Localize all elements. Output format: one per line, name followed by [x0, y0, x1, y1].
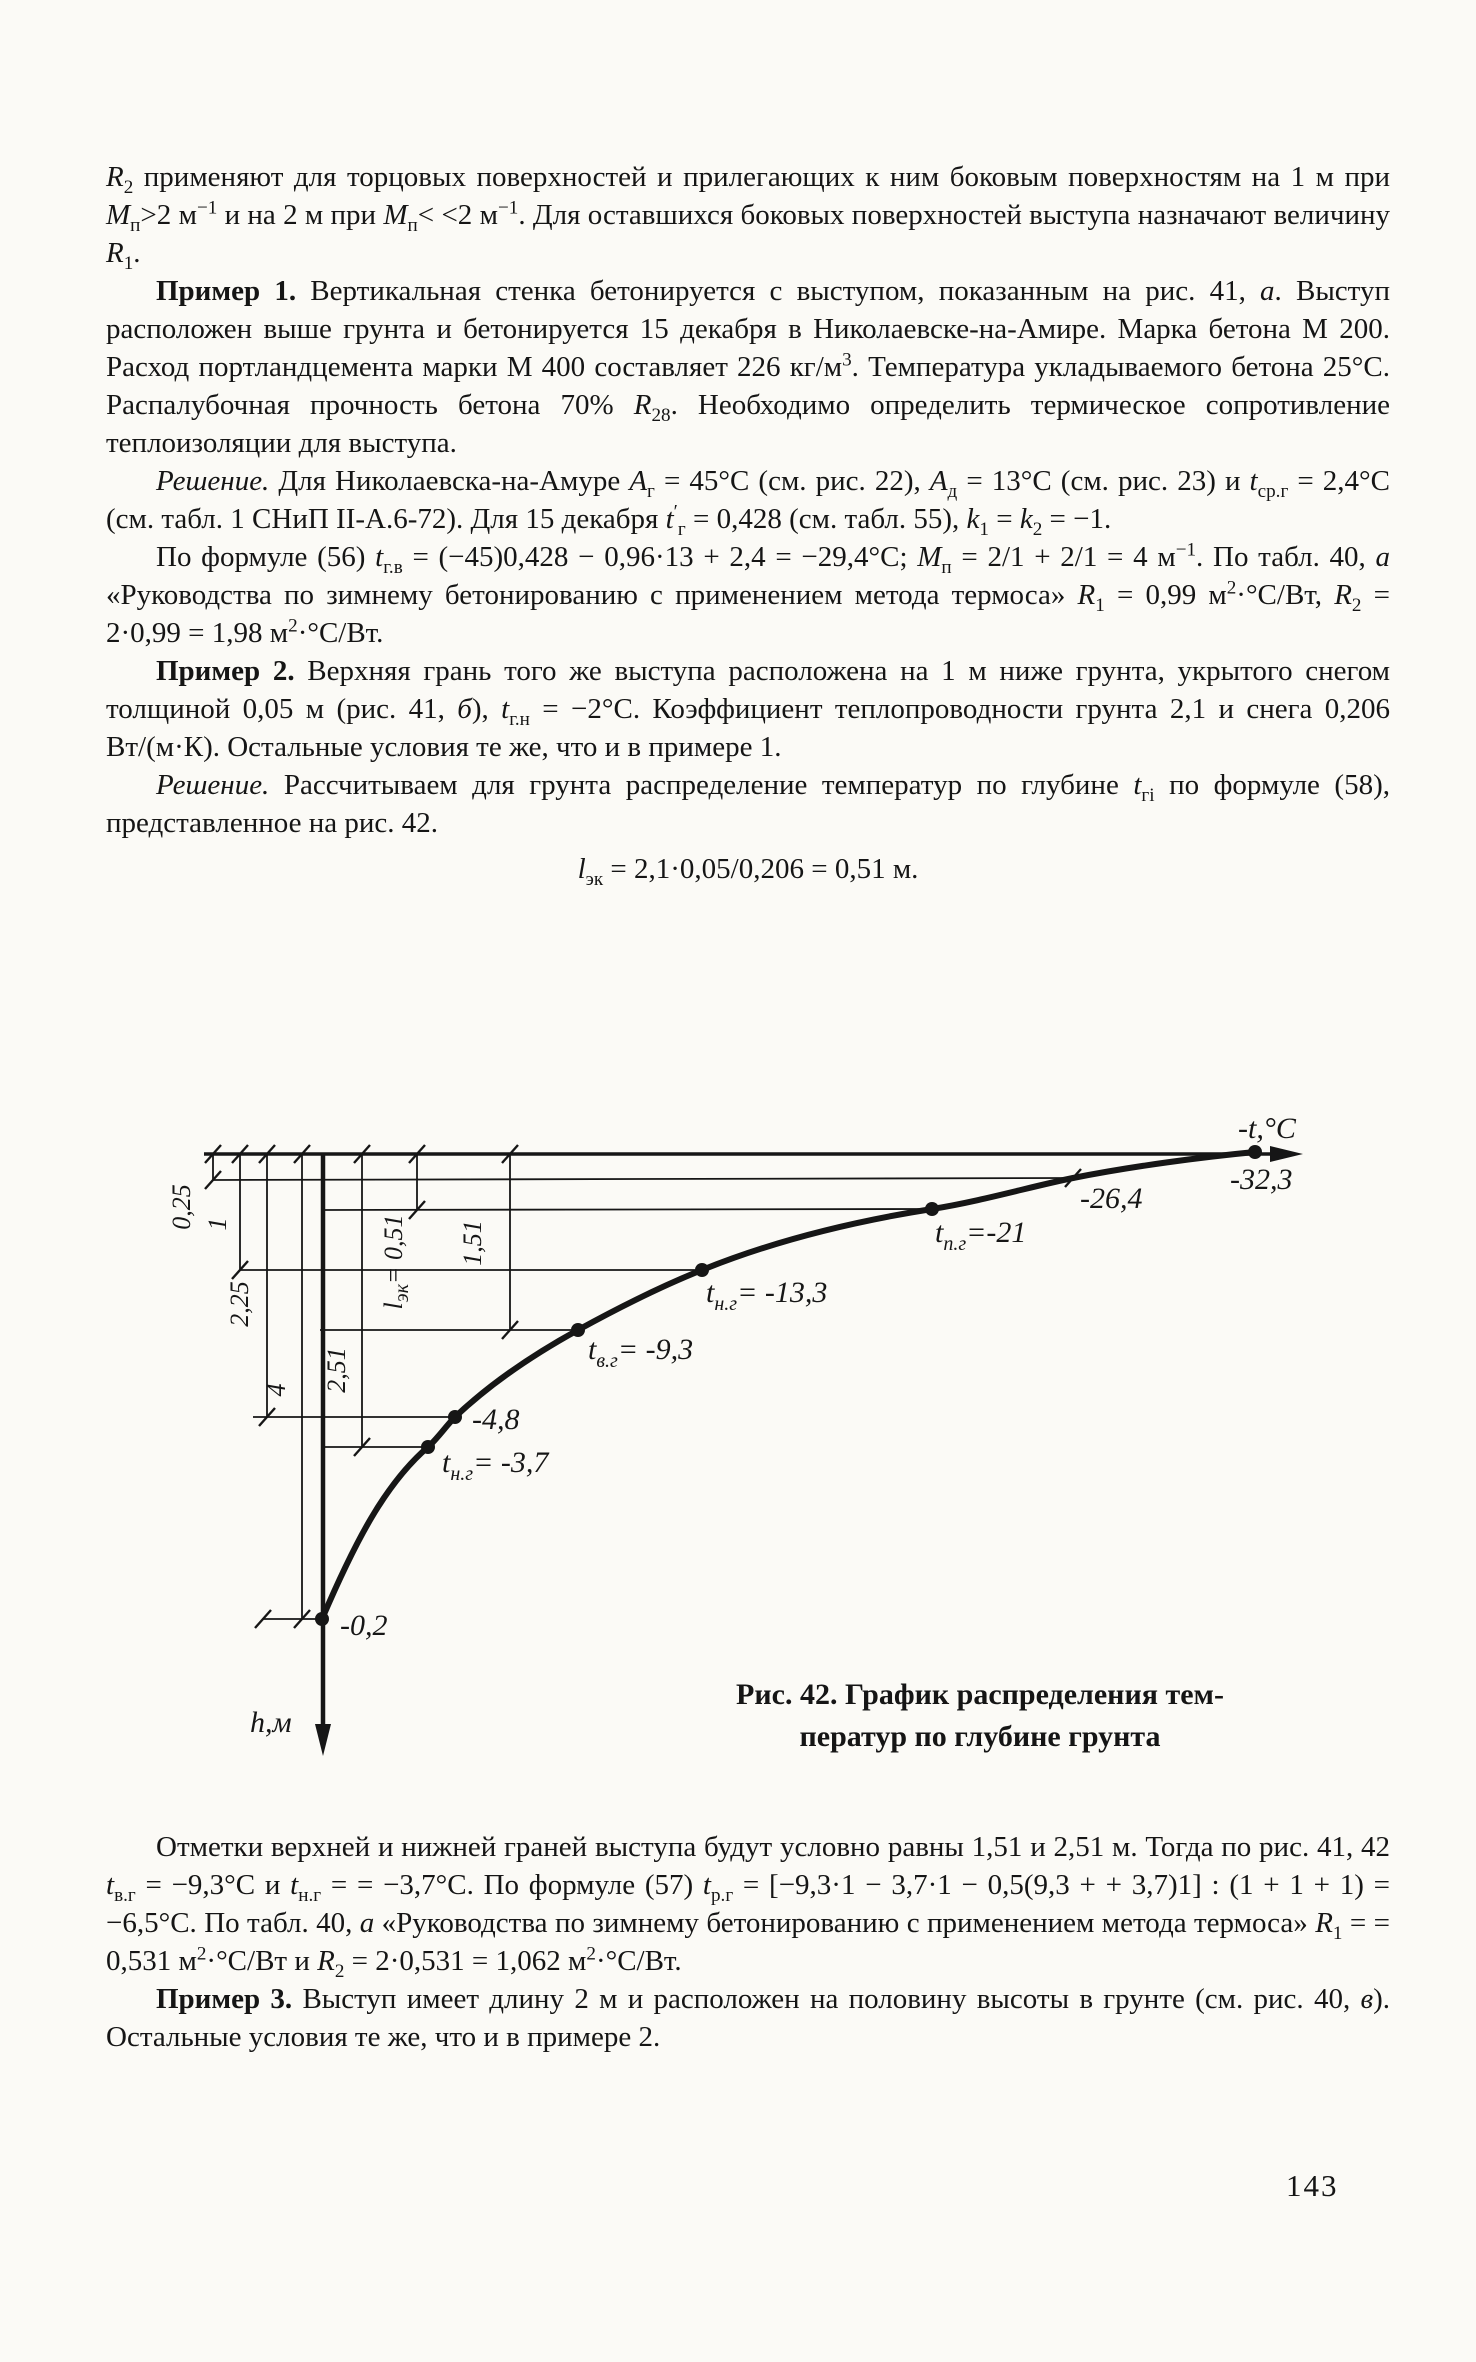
solution-2-lead: Решение. — [156, 769, 270, 801]
dim-label-0-25: 0,25 — [167, 1184, 196, 1230]
data-point — [925, 1202, 939, 1216]
paragraph-marks: Отметки верхней и нижней граней выступа будут условно равны 1,51 и 2,51 м. Тогда по рис. 41, 42 $t_{в.г} = -9,3^\circ С$ и $t_{н.г}$ = = −3,7°С. По формуле (57) $t_{р.г} = [-9,3\cdot 1 - 3,7\cdot 1 - 0,5(9,3$ + + 3,7)1] : (1 + 1 + 1) = −6,5°С. По табл. 40, а «Руководства по зимнему бетонированию с применением метода термоса» $R_1$ = = 0,531 $м^2\cdot^\circ С/Вт$ и $R_2 = 2\cdot 0,531 = 1,062$ $м^2\cdot^\circ С/Вт$. — [106, 1831, 1390, 1982]
data-point — [1248, 1145, 1262, 1159]
dim-label-2-51: 2,51 — [322, 1347, 351, 1393]
figure-caption-line1: Рис. 42. График распределения тем- — [736, 1678, 1224, 1711]
example-1-lead: Пример 1. — [156, 275, 297, 307]
paragraph-solution-2: Решение. Рассчитываем для грунта распределение температур по глубине $t_{гi}$ по формуле (58), представленное на рис. 42. — [106, 769, 1390, 839]
dim-label-2-25: 2,25 — [225, 1281, 254, 1327]
data-point — [571, 1323, 585, 1337]
page-number: 143 — [1286, 2168, 1339, 2203]
point-label-4-8: -4,8 — [472, 1403, 520, 1436]
figure-caption-line2: ператур по глубине грунта — [799, 1720, 1161, 1753]
paragraph-example-1: Пример 1. Вертикальная стенка бетонируется с выступом, показанным на рис. 41, а. Выступ расположен выше грунта и бетонируется 15 декабря в Николаевске-на-Амире. Марка бетона М 200. Расход портландцемента марки М 400 составляет 226 $кг/м^3$. Температура укладываемого бетона 25°С. Распалубочная прочность бетона 70% $R_{28}$. Необходимо определить термическое сопротивление теплоизоляции для выступа. — [106, 275, 1390, 459]
paragraph-example-3: Пример 3. Выступ имеет длину 2 м и расположен на половину высоты в грунте (см. рис. 40, в). Остальные условия те же, что и в примере 2. — [106, 1983, 1390, 2053]
solution-1-lead: Решение. — [156, 465, 270, 497]
point-label-26-4: -26,4 — [1080, 1182, 1143, 1215]
depth-axis-label: h,м — [250, 1706, 292, 1739]
data-point — [448, 1410, 462, 1424]
temperature-axis-arrow-icon — [1270, 1146, 1303, 1162]
point-label-0-2: -0,2 — [340, 1609, 388, 1642]
depth-axis-arrow-icon — [315, 1724, 331, 1756]
paragraph-formula-56: По формуле (56) $t_{г.в} = (-45)0,428 - 0,96\cdot 13 + 2,4 = -29,4^\circ С$; $М_п = 2/1 + 2/1 = 4$ $м^{-1}$. По табл. 40, а «Руководства по зимнему бетонированию с применением метода термоса» $R_1 = 0,99$ $м^2\cdot^\circ С/Вт$, $R_2 = 2\cdot 0,99 = 1,98$ $м^2\cdot^\circ С/Вт$. — [106, 539, 1390, 649]
paragraph-r2: $R_2$ применяют для торцовых поверхностей и прилегающих к ним боковым поверхностям на 1 м при $М_п>2$ $м^{-1}$ и на 2 м при $М_п< <2$ $м^{-1}$. Для оставшихся боковых поверхностей выступа назначают величину $R_1$. — [106, 161, 1391, 274]
dim-label-1-51: 1,51 — [458, 1220, 487, 1266]
example-3-lead: Пример 3. — [156, 1983, 293, 2015]
figure-caption — [620, 1674, 1340, 1758]
temperature-axis-label: -t,°С — [1238, 1112, 1296, 1145]
figure-42 — [140, 1112, 1330, 1772]
paragraph-example-2: Пример 2. Верхняя грань того же выступа расположена на 1 м ниже грунта, укрытого снегом толщиной 0,05 м (рис. 41, б), $t_{г.н} = -2^\circ С$. Коэффициент теплопроводности грунта 2,1 и снега 0,206 Вт/(м·К). Остальные условия те же, что и в примере 1. — [106, 655, 1390, 763]
curve-data-points — [315, 1145, 1262, 1626]
data-point — [695, 1263, 709, 1277]
data-point — [421, 1440, 435, 1454]
data-point — [315, 1612, 329, 1626]
paragraph-solution-1: Решение. Для Николаевска-на-Амуре $А_г = 45^\circ С$ (см. рис. 22), $А_д = 13^\circ С$ (см. рис. 23) и $t_{ср.г} = 2,4^\circ С$ (см. табл. 1 СНиП II-А.6-72). Для 15 декабря $t'_г = 0,428$ (см. табл. 55), $k_1 = k_2 = -1$. — [106, 465, 1390, 540]
dim-label-4: 4 — [262, 1383, 291, 1397]
equation-lek: $l_{эк} = 2,1\cdot 0,05/0,206 = 0,51$ м. — [577, 853, 919, 890]
point-label-9-3: $t_{в.г}= -9,3$ — [588, 1333, 694, 1372]
point-label-3-7: $t_{н.г}= -3,7$ — [442, 1446, 549, 1485]
point-label-32-3: -32,3 — [1230, 1163, 1293, 1196]
example-2-lead: Пример 2. — [156, 655, 295, 687]
data-point — [1070, 1175, 1076, 1181]
point-label-21: $t_{п.г}=-21$ — [935, 1216, 1027, 1255]
text-block-bottom — [106, 1828, 1390, 2056]
point-label-13-3: $t_{н.г}= -13,3$ — [706, 1276, 828, 1315]
dim-label-lek-0-51: $l_{эк}= 0,51$ — [379, 1214, 413, 1310]
text-block-top — [106, 158, 1390, 888]
figure-42-chart — [140, 1112, 1330, 1772]
dim-label-1: 1 — [203, 1217, 232, 1231]
